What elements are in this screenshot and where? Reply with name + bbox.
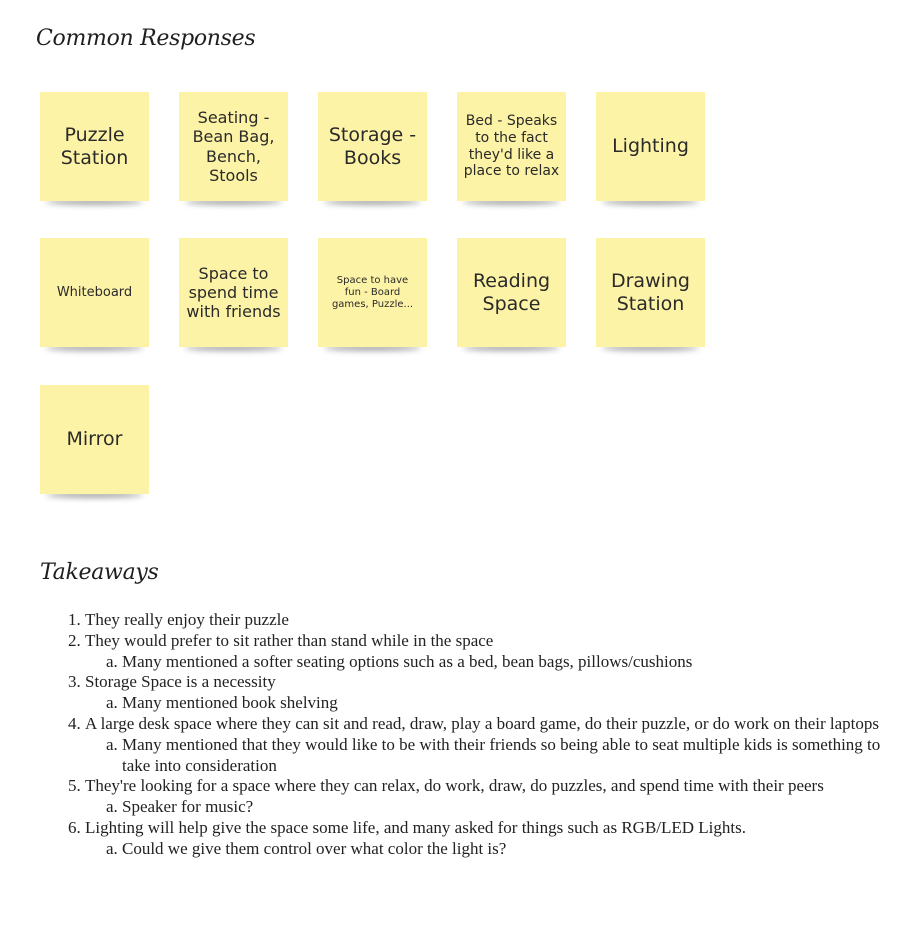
takeaway-sublist (85, 652, 882, 673)
sticky-note[interactable] (596, 238, 705, 347)
sticky-note[interactable] (179, 92, 288, 201)
takeaway-text: Lighting will help give the space some life, and many asked for things such as RGB/LED Lights. (85, 817, 746, 837)
sticky-note-text: Bed - Speaks to the fact they'd like a place to relax (463, 112, 560, 180)
sticky-note[interactable] (318, 238, 427, 347)
takeaway-subitem: a. Speaker for music? (122, 797, 882, 818)
takeaways-ordered-list (62, 610, 882, 860)
takeaway-item (85, 818, 882, 860)
takeaway-subitem: a. Could we give them control over what color the light is? (122, 839, 882, 860)
sticky-note-text: Drawing Station (610, 269, 690, 315)
sticky-note[interactable] (596, 92, 705, 201)
sticky-note[interactable] (179, 238, 288, 347)
sticky-note[interactable] (40, 385, 149, 494)
takeaway-sublist (85, 693, 882, 714)
takeaway-item (85, 714, 882, 776)
takeaway-item (85, 776, 882, 818)
sticky-note[interactable] (40, 238, 149, 347)
sticky-note-text: Space to have fun - Board games, Puzzle... (331, 274, 414, 310)
takeaway-sublist (85, 735, 882, 777)
sticky-note[interactable] (457, 92, 566, 201)
sticky-note-text: Mirror (66, 428, 123, 451)
sticky-note-text: Space to spend time with friends (186, 263, 281, 322)
takeaway-sublist (85, 839, 882, 860)
takeaway-subitem: a. Many mentioned book shelving (122, 693, 882, 714)
takeaway-subitem: a. Many mentioned a softer seating options such as a bed, bean bags, pillows/cushions (122, 652, 882, 673)
sticky-note[interactable] (318, 92, 427, 201)
takeaway-text: They really enjoy their puzzle (85, 610, 289, 629)
takeaway-item (85, 631, 882, 673)
takeaway-item (85, 672, 882, 714)
sticky-note-text: Storage - Books (328, 123, 417, 169)
sticky-note-text: Lighting (612, 135, 689, 158)
sticky-note[interactable] (40, 92, 149, 201)
takeaway-text: A large desk space where they can sit and read, draw, play a board game, do their puzzle, or do work on their laptops (85, 713, 880, 733)
takeaways-list (62, 610, 882, 860)
sticky-note-text: Seating - Bean Bag, Bench, Stools (192, 108, 275, 185)
takeaway-item (85, 610, 882, 631)
sticky-note-text: Puzzle Station (60, 123, 129, 169)
sticky-note[interactable] (457, 238, 566, 347)
takeaway-sublist (85, 797, 882, 818)
common-responses-title: Common Responses (36, 26, 256, 51)
sticky-note-text: Reading Space (472, 269, 551, 315)
takeaway-text: They would prefer to sit rather than stand while in the space (85, 630, 494, 650)
takeaways-title: Takeaways (40, 560, 159, 585)
takeaway-subitem: a. Many mentioned that they would like to be with their friends so being able to seat multiple kids is something to take into consideration (122, 735, 882, 777)
takeaway-text: They're looking for a space where they can relax, do work, draw, do puzzles, and spend time with their peers (85, 776, 824, 796)
takeaway-text: Storage Space is a necessity (85, 672, 276, 692)
sticky-note-text: Whiteboard (56, 284, 133, 300)
